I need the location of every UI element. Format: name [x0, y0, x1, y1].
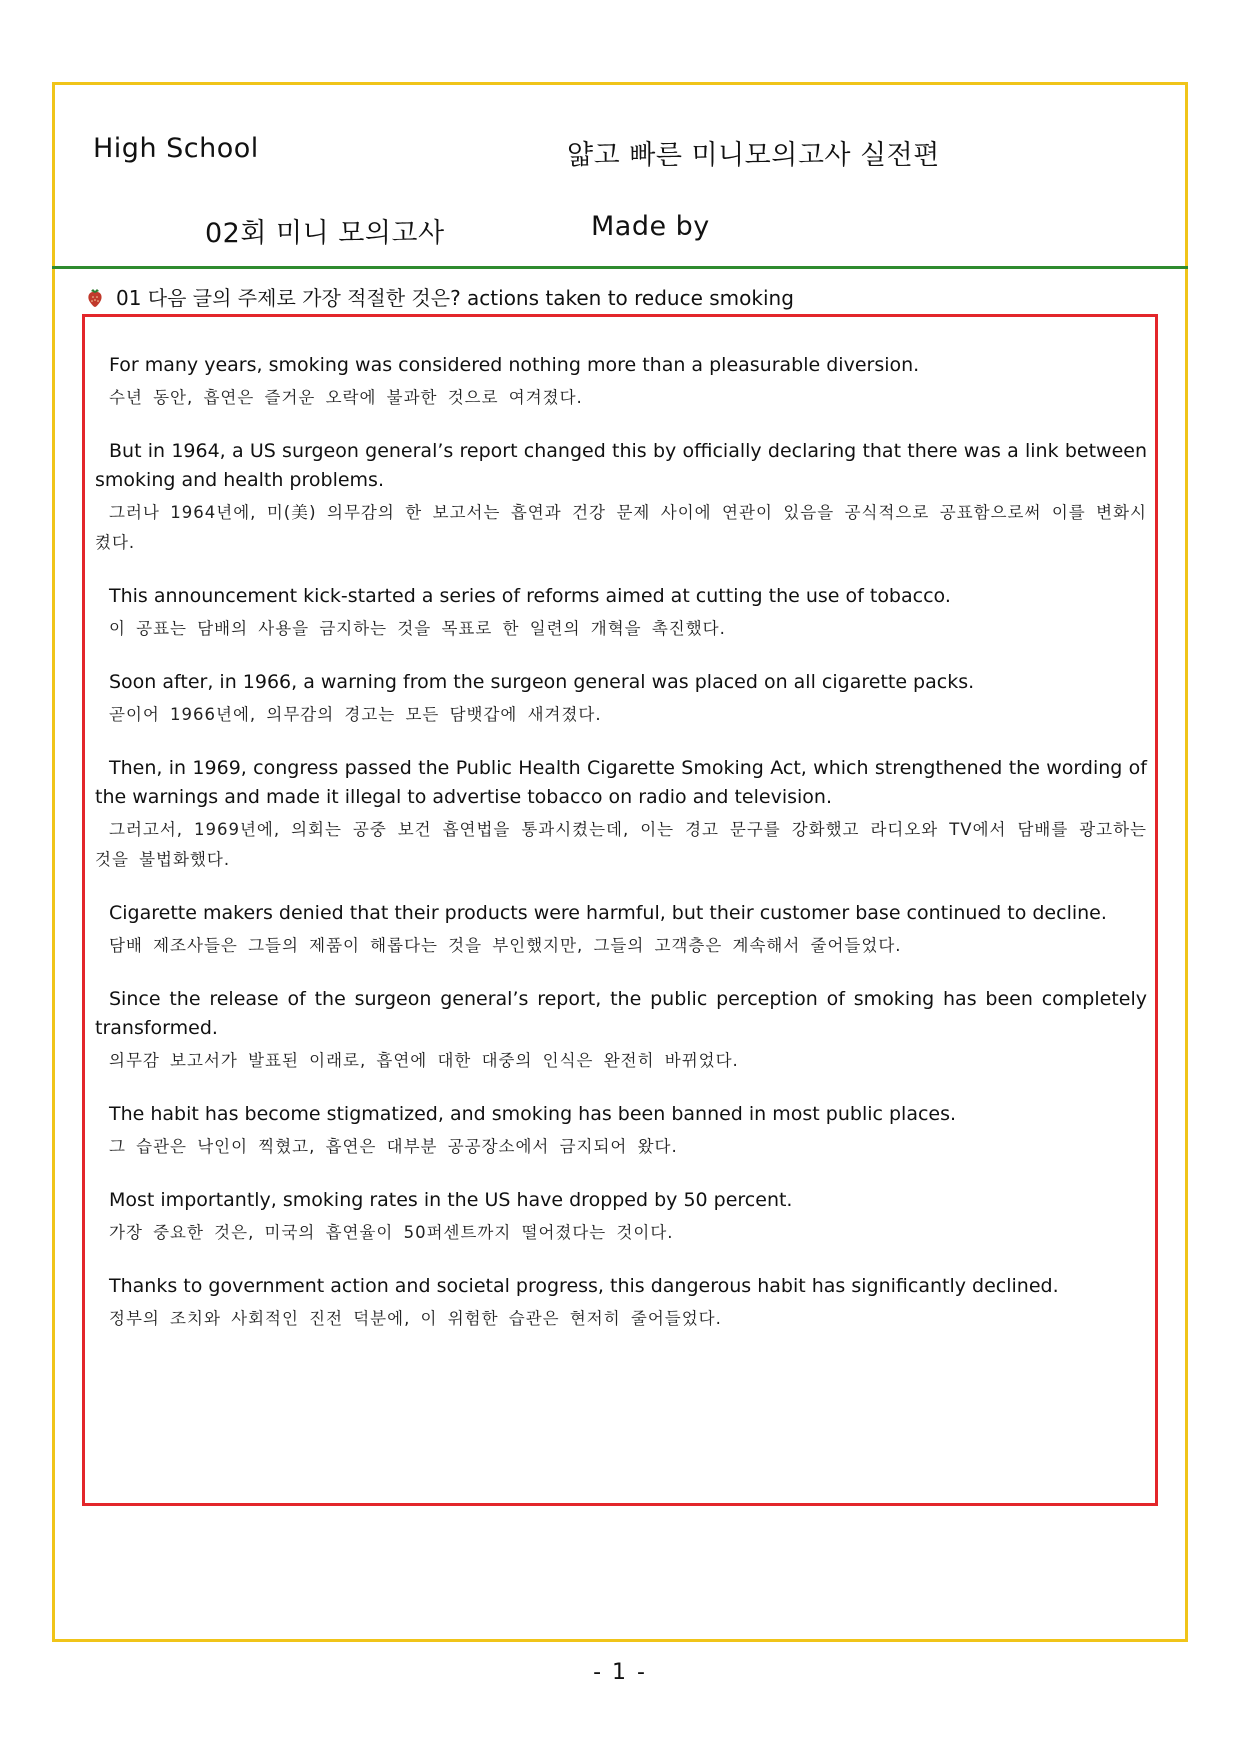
korean-translation: 정부의 조치와 사회적인 진전 덕분에, 이 위험한 습관은 현저히 줄어들었다. [109, 1309, 722, 1328]
korean-translation: 이 공표는 담배의 사용을 금지하는 것을 목표로 한 일련의 개혁을 촉진했다. [109, 619, 726, 638]
passage-paragraph [95, 1272, 1147, 1334]
korean-translation: 수년 동안, 흡연은 즐거운 오락에 불과한 것으로 여겨졌다. [109, 388, 583, 407]
passage-box [82, 314, 1158, 1506]
korean-translation: 의무감 보고서가 발표된 이래로, 흡연에 대한 대중의 인식은 완전히 바뀌었다. [109, 1051, 739, 1070]
english-sentence: For many years, smoking was considered nothing more than a pleasurable diversion. [109, 354, 920, 376]
question-text: 01 다음 글의 주제로 가장 적절한 것은? actions taken to reduce smoking [116, 286, 794, 310]
passage-paragraph [95, 985, 1147, 1076]
strawberry-icon [84, 286, 106, 308]
passage-paragraph [95, 754, 1147, 875]
question-line [84, 282, 794, 311]
passage-paragraph [95, 1100, 1147, 1162]
korean-translation: 그러나 1964년에, 미(美) 의무감의 한 보고서는 흡연과 건강 문제 사이에 연관이 있음을 공식적으로 공표함으로써 이를 변화시켰다. [95, 503, 1147, 552]
passage-paragraph [95, 899, 1147, 961]
english-sentence: Since the release of the surgeon general’s report, the public perception of smoking has been completely transformed. [95, 988, 1147, 1039]
passage [95, 351, 1147, 1358]
korean-translation: 그러고서, 1969년에, 의회는 공중 보건 흡연법을 통과시켰는데, 이는 경고 문구를 강화했고 라디오와 TV에서 담배를 광고하는 것을 불법화했다. [95, 820, 1147, 869]
passage-paragraph [95, 351, 1147, 413]
header-school-level: High School [93, 133, 259, 164]
english-sentence: Soon after, in 1966, a warning from the surgeon general was placed on all cigarette packs. [109, 671, 975, 693]
header-divider [52, 266, 1188, 269]
english-sentence: The habit has become stigmatized, and smoking has been banned in most public places. [109, 1103, 957, 1125]
korean-translation: 곧이어 1966년에, 의무감의 경고는 모든 담뱃갑에 새겨졌다. [109, 705, 602, 724]
passage-paragraph [95, 437, 1147, 558]
english-sentence: Then, in 1969, congress passed the Public Health Cigarette Smoking Act, which strengthened the wording of the warnings and made it illegal to advertise tobacco on radio and television. [95, 757, 1147, 808]
header-series-title: 얇고 빠른 미니모의고사 실전편 [567, 140, 940, 171]
english-sentence: Most importantly, smoking rates in the US have dropped by 50 percent. [109, 1189, 793, 1211]
english-sentence: Cigarette makers denied that their products were harmful, but their customer base continued to decline. [109, 902, 1107, 924]
header-made-by: Made by [591, 211, 710, 242]
passage-paragraph [95, 1186, 1147, 1248]
english-sentence: But in 1964, a US surgeon general’s report changed this by officially declaring that there was a link between smoking and health problems. [95, 440, 1147, 491]
header-round-title: 02회 미니 모의고사 [205, 218, 445, 249]
korean-translation: 그 습관은 낙인이 찍혔고, 흡연은 대부분 공공장소에서 금지되어 왔다. [109, 1137, 678, 1156]
english-sentence: Thanks to government action and societal progress, this dangerous habit has significantly declined. [109, 1275, 1059, 1297]
passage-paragraph [95, 582, 1147, 644]
english-sentence: This announcement kick-started a series of reforms aimed at cutting the use of tobacco. [109, 585, 951, 607]
korean-translation: 담배 제조사들은 그들의 제품이 해롭다는 것을 부인했지만, 그들의 고객층은 계속해서 줄어들었다. [109, 936, 902, 955]
passage-paragraph [95, 668, 1147, 730]
korean-translation: 가장 중요한 것은, 미국의 흡연율이 50퍼센트까지 떨어졌다는 것이다. [109, 1223, 674, 1242]
page-number: - 1 - [593, 1660, 647, 1685]
